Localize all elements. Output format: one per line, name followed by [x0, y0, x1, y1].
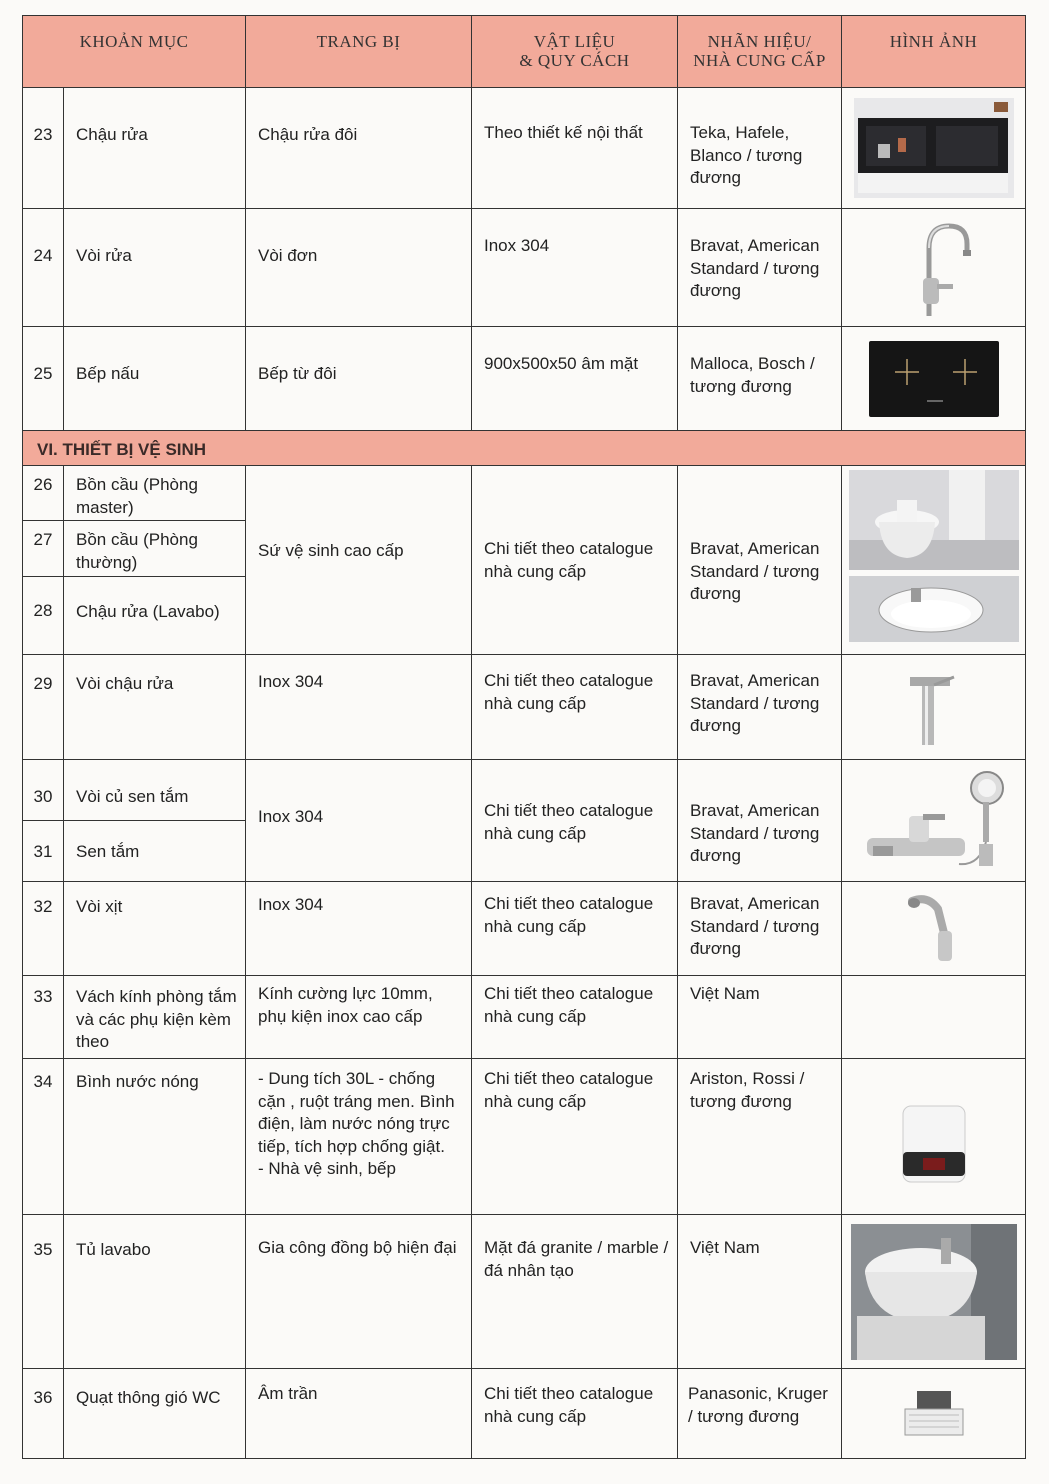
item-name: Tủ lavabo — [64, 1215, 246, 1369]
basin-faucet-icon — [904, 667, 964, 747]
material-cell: Chi tiết theo catalogue nhà cung cấp — [472, 882, 678, 976]
bidet-spray-icon — [904, 891, 964, 967]
header-equipment: TRANG BỊ — [246, 16, 472, 88]
section-title: VI. THIẾT BỊ VỆ SINH — [23, 431, 1026, 466]
equipment-usage: - Nhà vệ sinh, bếp — [258, 1159, 396, 1178]
item-name: Chậu rửa (Lavabo) — [64, 577, 246, 655]
table-row — [23, 760, 1026, 821]
brand-cell: Panasonic, Kruger / tương đương — [678, 1369, 842, 1459]
equipment-cell: Inox 304 — [246, 655, 472, 760]
item-name: Bếp nấu — [64, 327, 246, 431]
row-number: 23 — [23, 88, 64, 209]
toilet-icon — [849, 470, 1019, 570]
brand-cell: Việt Nam — [678, 1215, 842, 1369]
product-image — [842, 760, 1026, 882]
equipment-cell: Kính cường lực 10mm, phụ kiện inox cao cấp — [246, 976, 472, 1059]
product-image — [842, 1369, 1026, 1459]
product-image — [842, 88, 1026, 209]
row-number: 28 — [23, 577, 64, 655]
item-name: Vách kính phòng tắm và các phụ kiện kèm theo — [64, 976, 246, 1059]
item-name: Vòi rửa — [64, 209, 246, 327]
row-number: 30 — [23, 760, 64, 821]
item-name: Sen tắm — [64, 821, 246, 882]
spec-sheet — [22, 15, 1025, 1459]
item-name: Bồn cầu (Phòng thường) — [64, 521, 246, 577]
induction-hob-icon — [867, 339, 1001, 419]
table-row — [23, 1369, 1026, 1459]
row-number: 26 — [23, 466, 64, 521]
equipment-cell: Vòi đơn — [246, 209, 472, 327]
table-row — [23, 327, 1026, 431]
material-cell: Chi tiết theo catalogue nhà cung cấp — [472, 655, 678, 760]
product-image — [842, 655, 1026, 760]
material-cell: Chi tiết theo catalogue nhà cung cấp — [472, 976, 678, 1059]
exhaust-fan-icon — [899, 1389, 969, 1439]
brand-cell: Bravat, American Standard / tương đương — [678, 760, 842, 882]
equipment-cell: Bếp từ đôi — [246, 327, 472, 431]
brand-cell: Teka, Hafele, Blanco / tương đương — [678, 88, 842, 209]
item-name: Bồn cầu (Phòng master) — [64, 466, 246, 521]
header-material: VẬT LIỆU & QUY CÁCH — [472, 16, 678, 88]
washbasin-icon — [849, 576, 1019, 642]
brand-cell: Bravat, American Standard / tương đương — [678, 209, 842, 327]
brand-cell: Bravat, American Standard / tương đương — [678, 655, 842, 760]
section-row — [23, 431, 1026, 466]
equipment-cell: Gia công đồng bộ hiện đại — [246, 1215, 472, 1369]
table-row — [23, 882, 1026, 976]
water-heater-icon — [899, 1104, 969, 1184]
material-cell: Chi tiết theo catalogue nhà cung cấp — [472, 760, 678, 882]
double-sink-icon — [854, 98, 1014, 198]
row-number: 25 — [23, 327, 64, 431]
equipment-table — [22, 15, 1026, 1459]
item-name: Chậu rửa — [64, 88, 246, 209]
item-name: Bình nước nóng — [64, 1059, 246, 1215]
equipment-cell: Inox 304 — [246, 760, 472, 882]
equipment-cell — [246, 1059, 472, 1215]
brand-cell: Bravat, American Standard / tương đương — [678, 466, 842, 655]
header-item: KHOẢN MỤC — [23, 16, 246, 88]
table-row — [23, 209, 1026, 327]
shower-set-icon — [859, 766, 1009, 876]
brand-cell: Ariston, Rossi / tương đương — [678, 1059, 842, 1215]
item-name: Vòi chậu rửa — [64, 655, 246, 760]
equipment-cell: Âm trần — [246, 1369, 472, 1459]
row-number: 33 — [23, 976, 64, 1059]
brand-cell: Bravat, American Standard / tương đương — [678, 882, 842, 976]
row-number: 29 — [23, 655, 64, 760]
row-number: 24 — [23, 209, 64, 327]
row-number: 36 — [23, 1369, 64, 1459]
header-brand: NHÃN HIỆU/ NHÀ CUNG CẤP — [678, 16, 842, 88]
product-image — [842, 327, 1026, 431]
table-row — [23, 655, 1026, 760]
item-name: Vòi xịt — [64, 882, 246, 976]
equipment-cell: Sứ vệ sinh cao cấp — [246, 466, 472, 655]
row-number: 31 — [23, 821, 64, 882]
material-cell: 900x500x50 âm mặt — [472, 327, 678, 431]
material-cell: Inox 304 — [472, 209, 678, 327]
material-cell: Mặt đá granite / marble / đá nhân tạo — [472, 1215, 678, 1369]
item-name: Quạt thông gió WC — [64, 1369, 246, 1459]
product-image-empty — [842, 976, 1026, 1059]
equipment-cell: Inox 304 — [246, 882, 472, 976]
product-image — [842, 1215, 1026, 1369]
row-number: 27 — [23, 521, 64, 577]
header-image: HÌNH ẢNH — [842, 16, 1026, 88]
equipment-spec: - Dung tích 30L - chống cặn , ruột tráng men. Bình điện, làm nước nóng trực tiếp, tích hợp chống giật. — [258, 1069, 455, 1156]
material-cell: Chi tiết theo catalogue nhà cung cấp — [472, 1369, 678, 1459]
vanity-cabinet-icon — [851, 1224, 1017, 1360]
row-number: 34 — [23, 1059, 64, 1215]
product-image — [842, 466, 1026, 655]
table-row — [23, 1059, 1026, 1215]
material-cell: Theo thiết kế nội thất — [472, 88, 678, 209]
header-row — [23, 16, 1026, 88]
material-cell: Chi tiết theo catalogue nhà cung cấp — [472, 466, 678, 655]
product-image — [842, 882, 1026, 976]
table-row — [23, 976, 1026, 1059]
brand-cell: Việt Nam — [678, 976, 842, 1059]
table-row — [23, 1215, 1026, 1369]
item-name: Vòi củ sen tắm — [64, 760, 246, 821]
row-number: 32 — [23, 882, 64, 976]
row-number: 35 — [23, 1215, 64, 1369]
brand-cell: Malloca, Bosch / tương đương — [678, 327, 842, 431]
product-image — [842, 1059, 1026, 1215]
table-row — [23, 88, 1026, 209]
kitchen-faucet-icon — [889, 218, 979, 318]
equipment-cell: Chậu rửa đôi — [246, 88, 472, 209]
table-row — [23, 466, 1026, 521]
material-cell: Chi tiết theo catalogue nhà cung cấp — [472, 1059, 678, 1215]
product-image — [842, 209, 1026, 327]
